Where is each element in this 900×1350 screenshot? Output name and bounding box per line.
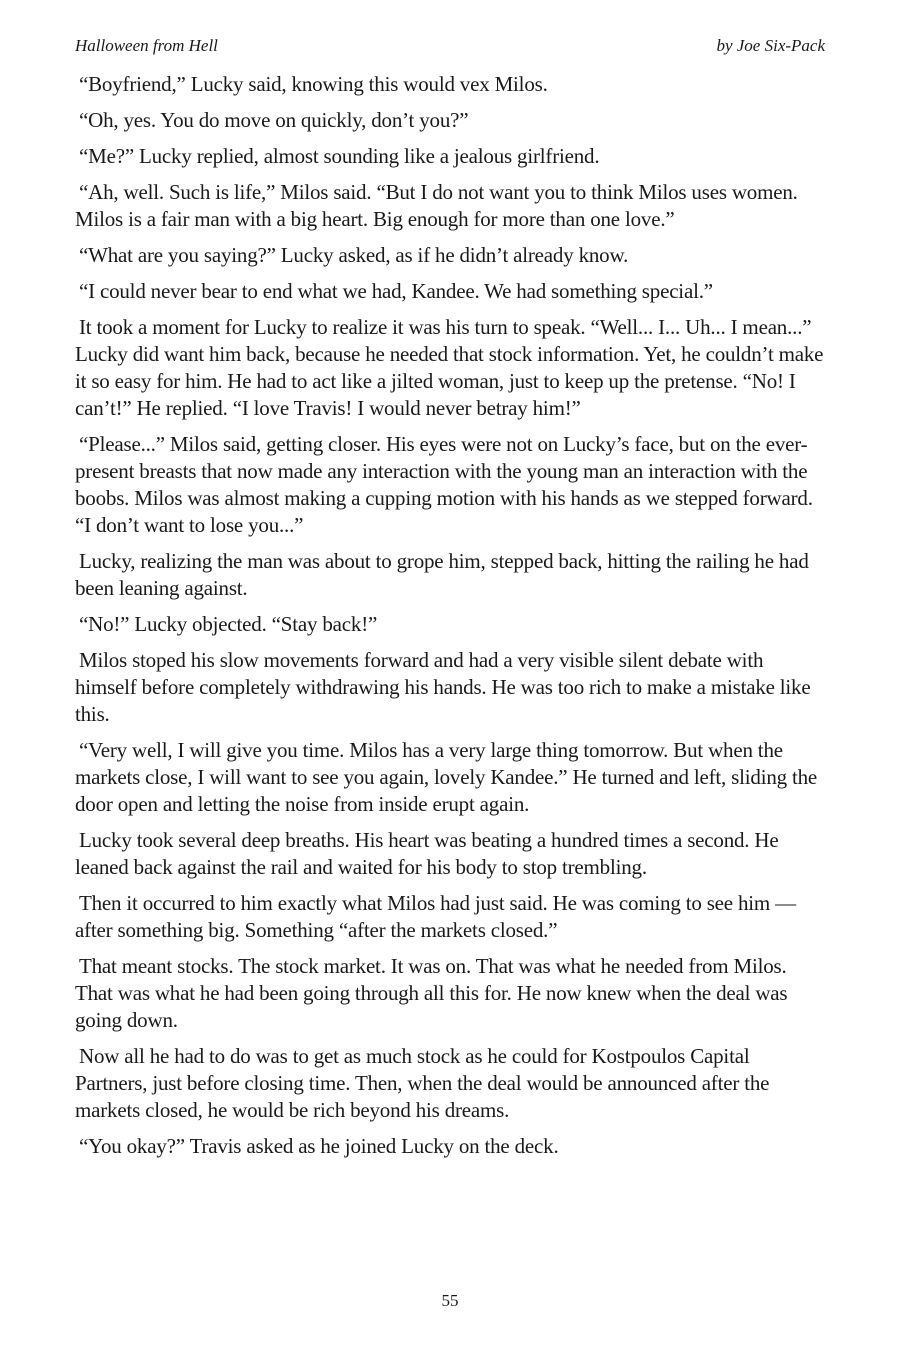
paragraph: That meant stocks. The stock market. It was on. That was what he needed from Milos. That was what he had been going through all this for. He now knew when the deal was going down. (75, 954, 788, 1032)
book-title: Halloween from Hell (75, 36, 218, 55)
paragraph: “You okay?” Travis asked as he joined Lucky on the deck. (79, 1134, 559, 1158)
page-number: 55 (441, 1291, 459, 1310)
paragraph: Lucky, realizing the man was about to grope him, stepped back, hitting the railing he had been leaning against. (75, 549, 809, 600)
paragraph: “Very well, I will give you time. Milos has a very large thing tomorrow. But when the markets close, I will want to see you again, lovely Kandee.” He turned and left, sliding the door open and letting the noise from inside erupt again. (75, 738, 818, 816)
author-name: by Joe Six-Pack (716, 36, 825, 55)
paragraph: Lucky took several deep breaths. His heart was beating a hundred times a second. He leaned back against the rail and waited for his body to stop trembling. (75, 828, 779, 879)
paragraph: “No!” Lucky objected. “Stay back!” (79, 612, 378, 636)
paragraph: Now all he had to do was to get as much stock as he could for Kostpoulos Capital Partners, just before closing time. Then, when the deal would be announced after the markets closed, he would be rich beyond his dreams. (75, 1044, 770, 1122)
paragraph: “Boyfriend,” Lucky said, knowing this would vex Milos. (79, 72, 548, 96)
body-text (75, 71, 825, 1169)
paragraph: “Please...” Milos said, getting closer. His eyes were not on Lucky’s face, but on the ever-present breasts that now made any interaction with the young man an interaction with the boobs. Milos was almost making a cupping motion with his hands as we stepped forward. “I don’t want to lose you...” (75, 432, 813, 537)
paragraph: “I could never bear to end what we had, Kandee. We had something special.” (79, 279, 713, 303)
paragraph: Milos stoped his slow movements forward and had a very visible silent debate with himself before completely withdrawing his hands. He was too rich to make a mistake like this. (75, 648, 811, 726)
paragraph: It took a moment for Lucky to realize it was his turn to speak. “Well... I... Uh... I mean...” Lucky did want him back, because he needed that stock information. Yet, he couldn’t make it so easy for him. He had to act like a jilted woman, just to keep up the pretense. “No! I can’t!” He replied. “I love Travis! I would never betray him!” (75, 315, 824, 420)
paragraph: “Ah, well. Such is life,” Milos said. “But I do not want you to think Milos uses women. Milos is a fair man with a big heart. Big enough for more than one love.” (75, 180, 798, 231)
paragraph: Then it occurred to him exactly what Milos had just said. He was coming to see him — after something big. Something “after the markets closed.” (75, 891, 796, 942)
paragraph: “Me?” Lucky replied, almost sounding like a jealous girlfriend. (79, 144, 600, 168)
paragraph: “Oh, yes. You do move on quickly, don’t you?” (79, 108, 469, 132)
paragraph: “What are you saying?” Lucky asked, as if he didn’t already know. (79, 243, 629, 267)
running-header (75, 36, 825, 56)
